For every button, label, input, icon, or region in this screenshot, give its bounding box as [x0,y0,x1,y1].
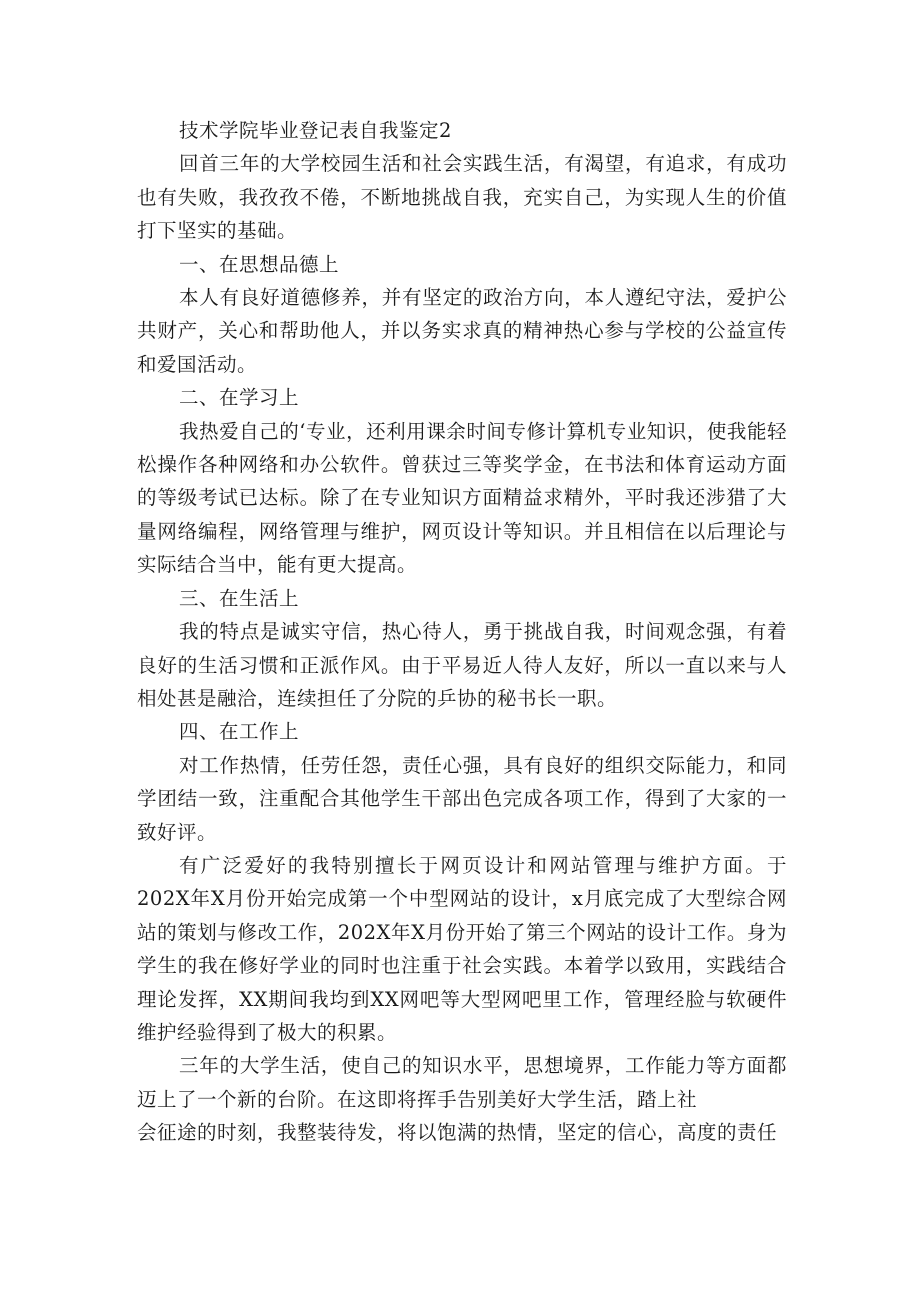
document-body [137,114,787,1150]
paragraph-life: 我的特点是诚实守信，热心待人，勇于挑战自我，时间观念强，有着良好的生活习惯和正派作风。由于平易近人待人友好，所以一直以来与人相处甚是融洽，连续担任了分院的乒协的秘书长一职。 [137,620,787,710]
paragraph-study: 我热爱自己的‘专业，还利用课余时间专修计算机专业知识，使我能轻松操作各种网络和办公软件。曾获过三等奖学金，在书法和体育运动方面的等级考试已达标。除了在专业知识方面精益求精外，平时我还涉猎了大量网络编程，网络管理与维护，网页设计等知识。并且相信在以后理论与实际结合当中，能有更大提高。 [137,419,787,577]
section-heading-work: 四、在工作上 [179,720,300,744]
paragraph-intro: 回首三年的大学校园生活和社会实践生活，有渴望，有追求，有成功也有失败，我孜孜不倦，不断地挑战自我，充实自己，为实现人生的价值打下坚实的基础。 [137,152,787,243]
paragraph-hobbies: 有广泛爱好的我特别擅长于网页设计和网站管理与维护方面。于202X年X月份开始完成第一个中型网站的设计，x月底完成了大型综合网站的策划与修改工作，202X年X月份开始了第三个网站的设计工作。身为学生的我在修好学业的同时也注重于社会实践。本着学以致用，实践结合理论发挥，XX期间我均到XX网吧等大型网吧里工作，管理经脸与软硬件维护经验得到了极大的积累。 [137,853,787,1044]
document-title: 技术学院毕业登记表自我鉴定2 [179,119,452,142]
paragraph-conclusion: 三年的大学生活，使自己的知识水平，思想境界，工作能力等方面都迈上了一个新的台阶。在这即将挥手告别美好大学生活，踏上社 [137,1054,787,1111]
paragraph-work: 对工作热情，任劳任怨，责任心强，具有良好的组织交际能力，和同学团结一致，注重配合其他学生干部出色完成各项工作，得到了大家的一致好评。 [137,753,787,844]
section-heading-life: 三、在生活上 [179,586,300,610]
section-heading-morality: 一、在思想品德上 [179,252,340,276]
paragraph-morality: 本人有良好道德修养，并有坚定的政治方向，本人遵纪守法，爱护公共财产，关心和帮助他人，并以务实求真的精神热心参与学校的公益宣传和爱国活动。 [137,286,787,376]
section-heading-study: 二、在学习上 [179,386,300,410]
paragraph-conclusion-continued: 会征途的时刻，我整装待发，将以饱满的热情，坚定的信心，高度的责任 [137,1121,778,1145]
